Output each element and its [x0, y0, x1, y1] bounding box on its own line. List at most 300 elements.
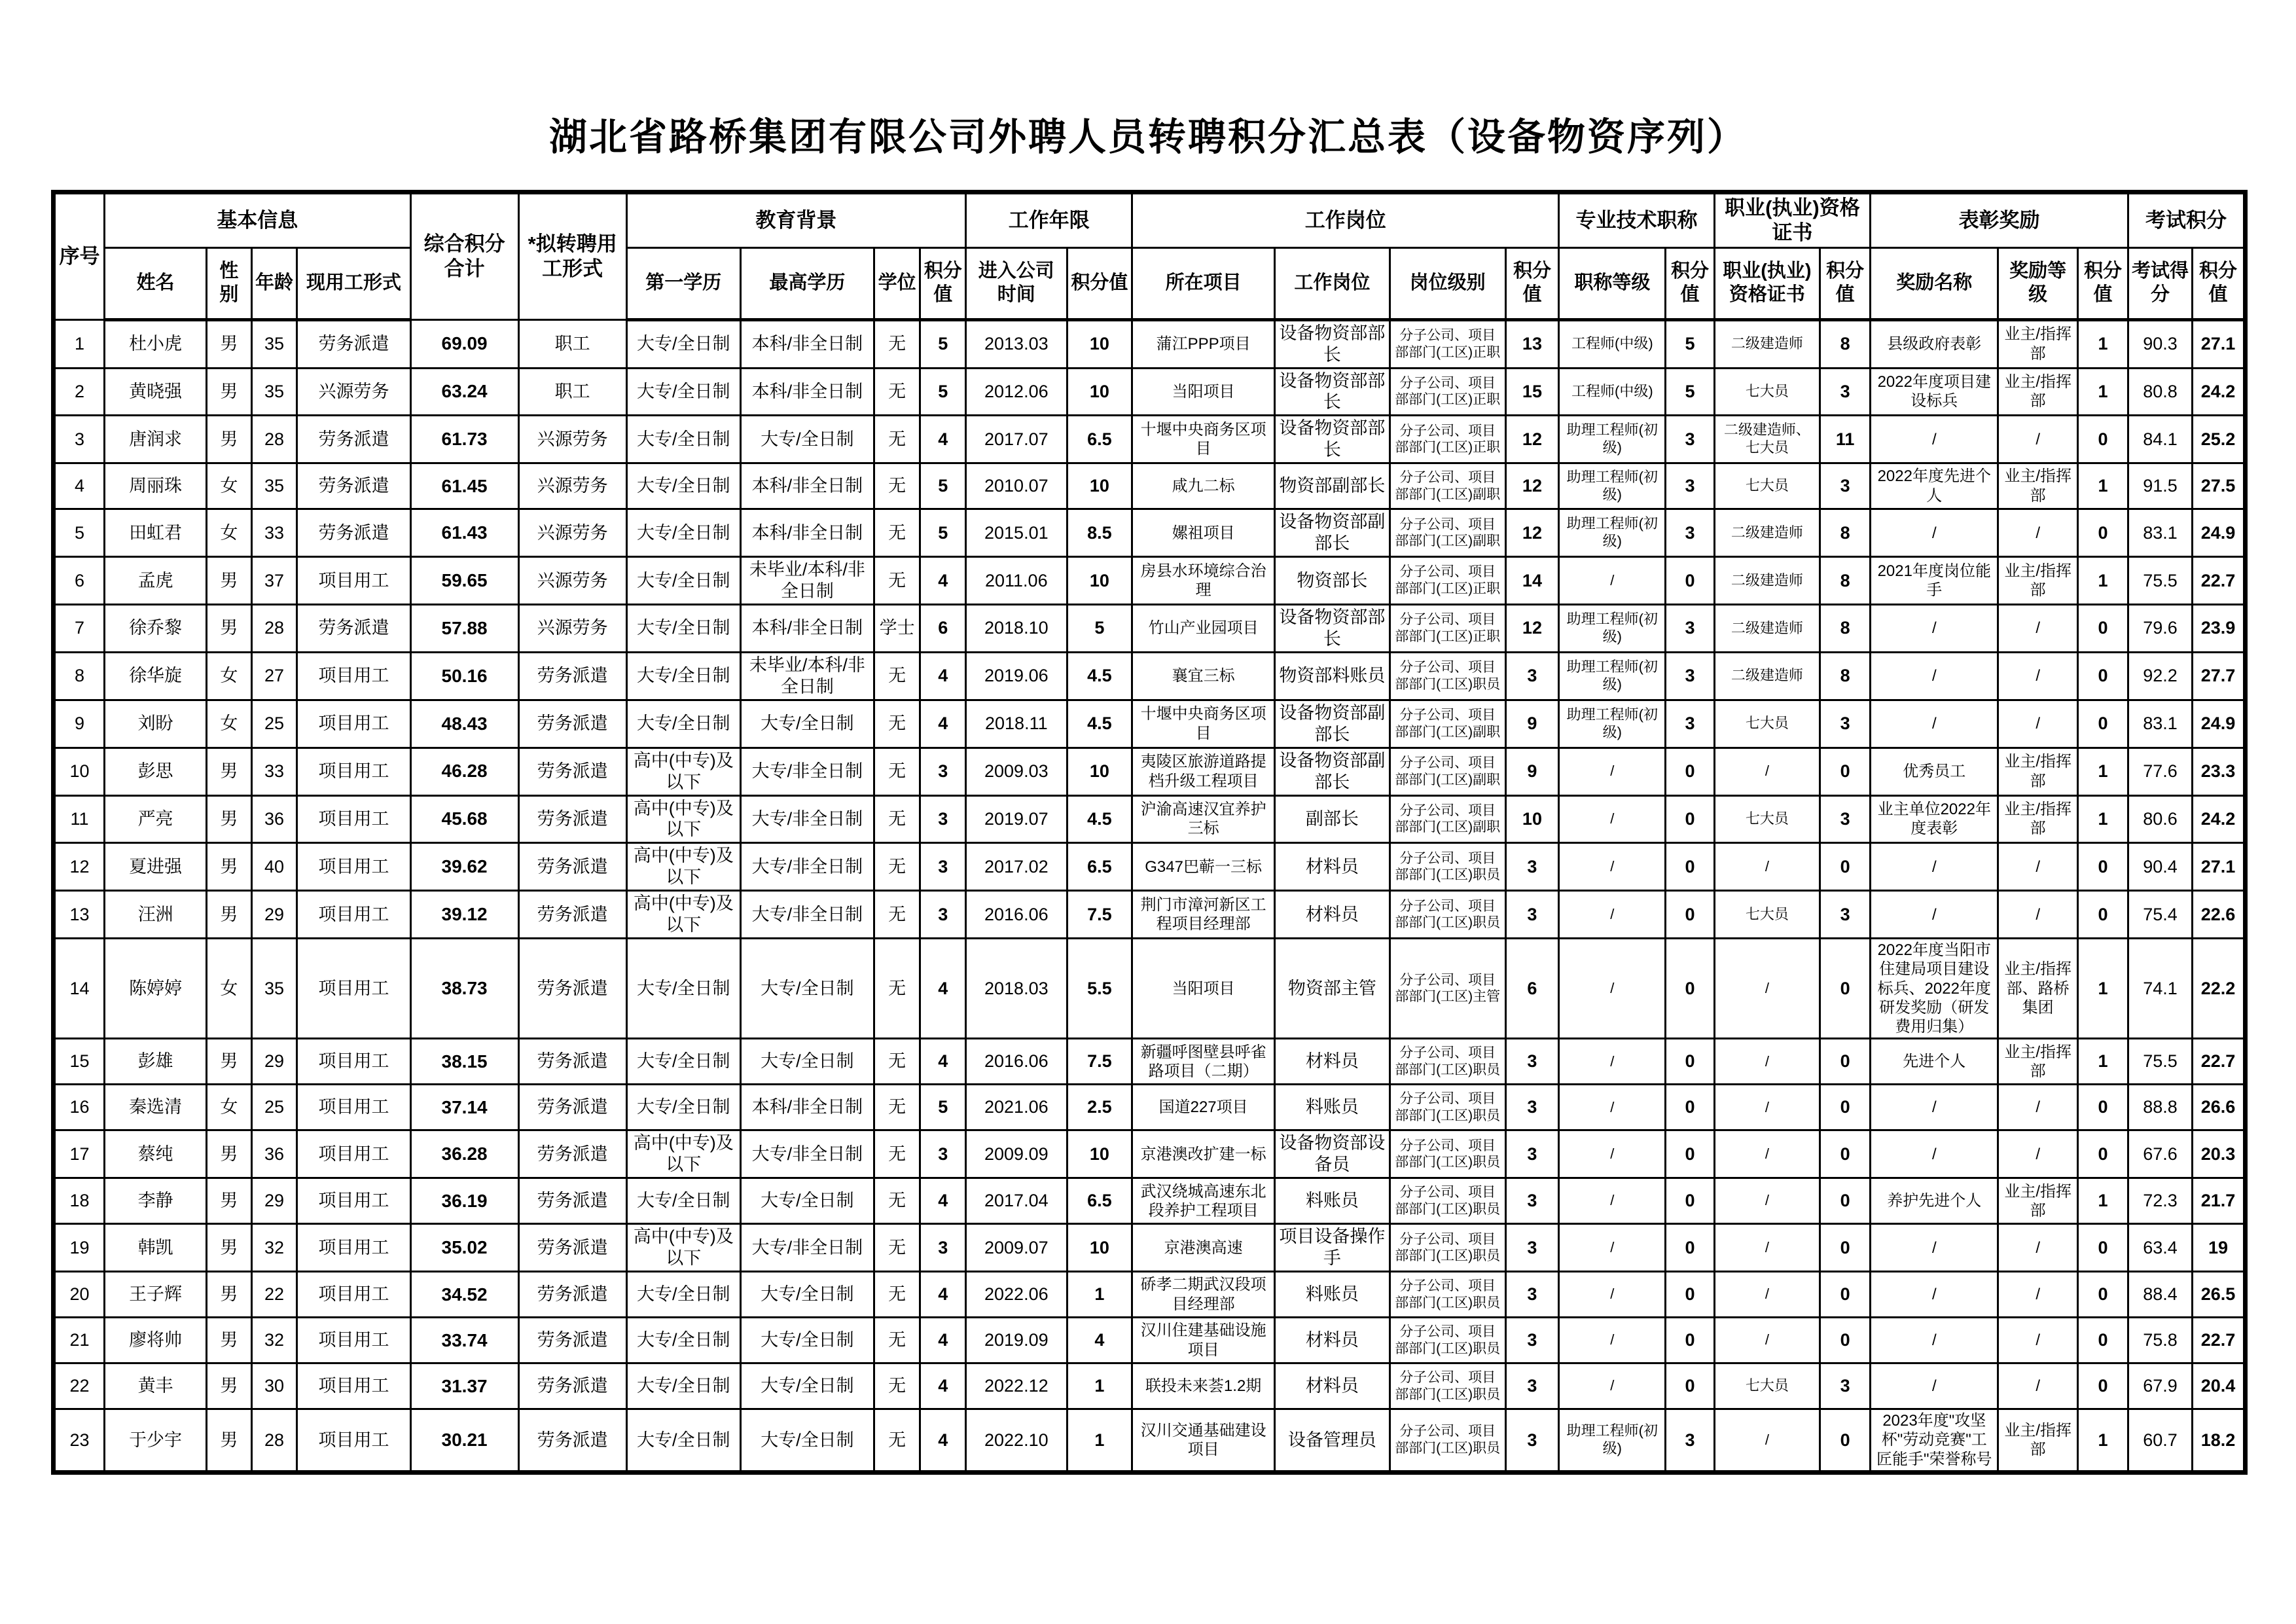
cell-title-level: /	[1559, 1039, 1666, 1085]
table-row	[54, 1130, 2246, 1178]
cell-years-score: 10	[1067, 368, 1132, 416]
cell-project: 京港澳改扩建一标	[1132, 1130, 1275, 1178]
cell-cert-score: 11	[1820, 416, 1871, 463]
cell-age: 28	[251, 416, 297, 463]
table-row	[54, 319, 2246, 368]
cell-exam-score: 79.6	[2128, 605, 2192, 653]
cell-years-score: 10	[1067, 1224, 1132, 1272]
cell-edu-score: 4	[920, 557, 966, 605]
cell-name: 严亮	[105, 795, 207, 843]
cell-title-level: 助理工程师(初级)	[1559, 509, 1666, 557]
cell-edu-score: 3	[920, 1224, 966, 1272]
group-header-work-years: 工作年限	[966, 192, 1132, 248]
cell-join-date: 2016.06	[966, 891, 1067, 939]
cell-join-date: 2022.10	[966, 1409, 1067, 1473]
cell-certificate: /	[1714, 1085, 1820, 1130]
cell-join-date: 2009.09	[966, 1130, 1067, 1178]
cell-name: 李静	[105, 1178, 207, 1224]
cell-proposed-form: 劳务派遣	[518, 843, 626, 891]
cell-proposed-form: 兴源劳务	[518, 557, 626, 605]
cell-proposed-form: 劳务派遣	[518, 1318, 626, 1363]
cell-award-name: /	[1871, 1363, 1998, 1409]
cell-years-score: 10	[1067, 319, 1132, 368]
cell-edu-score: 4	[920, 652, 966, 700]
cell-edu-score: 4	[920, 939, 966, 1039]
cell-highest-degree: 未毕业/本科/非全日制	[740, 652, 874, 700]
cell-first-degree: 大专/全日制	[626, 1178, 740, 1224]
cell-age: 32	[251, 1224, 297, 1272]
cell-post-level: 分子公司、项目部部门(工区)正职	[1390, 368, 1505, 416]
cell-age: 25	[251, 700, 297, 748]
table-row	[54, 1039, 2246, 1085]
cell-total-score: 38.15	[410, 1039, 518, 1085]
cell-gender: 男	[207, 1178, 252, 1224]
cell-degree: 无	[874, 748, 920, 795]
cell-post: 设备物资部部长	[1274, 319, 1390, 368]
cell-highest-degree: 大专/全日制	[740, 1178, 874, 1224]
cell-title-score: 0	[1666, 1130, 1714, 1178]
cell-post: 设备物资部部长	[1274, 368, 1390, 416]
cell-exam-score: 90.3	[2128, 319, 2192, 368]
cell-proposed-form: 劳务派遣	[518, 1409, 626, 1473]
cell-award-level: 业主/指挥部	[1998, 557, 2078, 605]
cell-gender: 男	[207, 1224, 252, 1272]
cell-gender: 女	[207, 509, 252, 557]
cell-certificate: /	[1714, 1224, 1820, 1272]
cell-post: 物资部副部长	[1274, 463, 1390, 509]
cell-name: 韩凯	[105, 1224, 207, 1272]
cell-award-level: 业主/指挥部	[1998, 463, 2078, 509]
cell-first-degree: 高中(中专)及以下	[626, 795, 740, 843]
cell-years-score: 4.5	[1067, 700, 1132, 748]
cell-highest-degree: 本科/非全日制	[740, 463, 874, 509]
cell-cert-score: 0	[1820, 1224, 1871, 1272]
cell-award-score: 1	[2077, 319, 2128, 368]
table-header	[54, 192, 2246, 320]
cell-proposed-form: 劳务派遣	[518, 1130, 626, 1178]
cell-years-score: 10	[1067, 1130, 1132, 1178]
cell-certificate: 七大员	[1714, 1363, 1820, 1409]
cell-join-date: 2018.10	[966, 605, 1067, 653]
cell-certificate: 二级建造师	[1714, 319, 1820, 368]
cell-project: 竹山产业园项目	[1132, 605, 1275, 653]
cell-certificate: 七大员	[1714, 368, 1820, 416]
header-group-row	[54, 192, 2246, 248]
cell-edu-score: 3	[920, 795, 966, 843]
col-header-post-level: 岗位级别	[1390, 247, 1505, 319]
cell-seq: 17	[54, 1130, 105, 1178]
cell-cert-score: 0	[1820, 939, 1871, 1039]
col-header-degree: 学位	[874, 247, 920, 319]
cell-total-score: 46.28	[410, 748, 518, 795]
cell-certificate: /	[1714, 748, 1820, 795]
cell-award-score: 0	[2077, 652, 2128, 700]
cell-award-name: 2022年度先进个人	[1871, 463, 1998, 509]
cell-total-score: 31.37	[410, 1363, 518, 1409]
cell-title-level: /	[1559, 1130, 1666, 1178]
table-row	[54, 1085, 2246, 1130]
cell-edu-score: 6	[920, 605, 966, 653]
cell-name: 唐润求	[105, 416, 207, 463]
cell-join-date: 2017.02	[966, 843, 1067, 891]
cell-current-form: 项目用工	[297, 652, 410, 700]
cell-name: 黄晓强	[105, 368, 207, 416]
cell-gender: 男	[207, 605, 252, 653]
cell-exam-points: 18.2	[2193, 1409, 2246, 1473]
cell-certificate: /	[1714, 843, 1820, 891]
cell-award-score: 0	[2077, 1272, 2128, 1318]
cell-title-level: 工程师(中级)	[1559, 368, 1666, 416]
cell-title-level: 助理工程师(初级)	[1559, 605, 1666, 653]
cell-title-score: 3	[1666, 652, 1714, 700]
cell-degree: 无	[874, 843, 920, 891]
cell-title-score: 3	[1666, 509, 1714, 557]
cell-first-degree: 大专/全日制	[626, 939, 740, 1039]
cell-award-name: /	[1871, 700, 1998, 748]
cell-current-form: 项目用工	[297, 1224, 410, 1272]
cell-first-degree: 大专/全日制	[626, 509, 740, 557]
table-row	[54, 1272, 2246, 1318]
cell-degree: 无	[874, 1318, 920, 1363]
cell-award-score: 1	[2077, 1409, 2128, 1473]
cell-title-level: /	[1559, 939, 1666, 1039]
cell-award-name: /	[1871, 1318, 1998, 1363]
col-header-post-score: 积分值	[1505, 247, 1559, 319]
cell-award-level: 业主/指挥部、路桥集团	[1998, 939, 2078, 1039]
cell-highest-degree: 本科/非全日制	[740, 509, 874, 557]
cell-age: 36	[251, 795, 297, 843]
cell-first-degree: 大专/全日制	[626, 1409, 740, 1473]
cell-join-date: 2016.06	[966, 1039, 1067, 1085]
cell-age: 35	[251, 939, 297, 1039]
cell-title-score: 3	[1666, 605, 1714, 653]
table-row	[54, 1318, 2246, 1363]
cell-total-score: 61.43	[410, 509, 518, 557]
col-header-gender: 性别	[207, 247, 252, 319]
cell-post-level: 分子公司、项目部部门(工区)职员	[1390, 652, 1505, 700]
cell-degree: 无	[874, 557, 920, 605]
cell-edu-score: 4	[920, 700, 966, 748]
cell-award-score: 0	[2077, 509, 2128, 557]
cell-years-score: 6.5	[1067, 416, 1132, 463]
cell-total-score: 57.88	[410, 605, 518, 653]
cell-total-score: 38.73	[410, 939, 518, 1039]
cell-proposed-form: 劳务派遣	[518, 700, 626, 748]
cell-post-level: 分子公司、项目部部门(工区)职员	[1390, 1272, 1505, 1318]
cell-exam-score: 67.6	[2128, 1130, 2192, 1178]
cell-post-score: 3	[1505, 1130, 1559, 1178]
cell-award-name: /	[1871, 1130, 1998, 1178]
cell-post: 物资部料账员	[1274, 652, 1390, 700]
cell-exam-points: 26.5	[2193, 1272, 2246, 1318]
cell-exam-score: 91.5	[2128, 463, 2192, 509]
cell-cert-score: 3	[1820, 700, 1871, 748]
cell-age: 35	[251, 463, 297, 509]
table-row	[54, 557, 2246, 605]
table-row	[54, 463, 2246, 509]
cell-join-date: 2011.06	[966, 557, 1067, 605]
cell-exam-score: 80.8	[2128, 368, 2192, 416]
cell-gender: 男	[207, 1272, 252, 1318]
cell-edu-score: 5	[920, 463, 966, 509]
cell-total-score: 45.68	[410, 795, 518, 843]
cell-cert-score: 8	[1820, 319, 1871, 368]
cell-proposed-form: 劳务派遣	[518, 1272, 626, 1318]
cell-post-score: 3	[1505, 1363, 1559, 1409]
cell-proposed-form: 职工	[518, 368, 626, 416]
cell-join-date: 2022.12	[966, 1363, 1067, 1409]
cell-project: G347巴蕲一三标	[1132, 843, 1275, 891]
cell-exam-points: 25.2	[2193, 416, 2246, 463]
cell-degree: 无	[874, 652, 920, 700]
cell-title-score: 0	[1666, 1085, 1714, 1130]
cell-title-score: 0	[1666, 939, 1714, 1039]
cell-gender: 男	[207, 1318, 252, 1363]
cell-award-name: 养护先进个人	[1871, 1178, 1998, 1224]
cell-current-form: 项目用工	[297, 700, 410, 748]
cell-seq: 6	[54, 557, 105, 605]
cell-proposed-form: 劳务派遣	[518, 1178, 626, 1224]
cell-award-name: /	[1871, 416, 1998, 463]
cell-degree: 无	[874, 1085, 920, 1130]
cell-award-name: 先进个人	[1871, 1039, 1998, 1085]
cell-post: 物资部长	[1274, 557, 1390, 605]
col-header-total-score: 综合积分合计	[410, 192, 518, 320]
cell-title-level: /	[1559, 1224, 1666, 1272]
cell-title-score: 0	[1666, 748, 1714, 795]
cell-award-name: 2022年度项目建设标兵	[1871, 368, 1998, 416]
cell-title-level: 助理工程师(初级)	[1559, 1409, 1666, 1473]
cell-years-score: 6.5	[1067, 843, 1132, 891]
cell-post-level: 分子公司、项目部部门(工区)副职	[1390, 700, 1505, 748]
cell-award-score: 0	[2077, 1224, 2128, 1272]
cell-post-level: 分子公司、项目部部门(工区)副职	[1390, 748, 1505, 795]
cell-post-level: 分子公司、项目部部门(工区)职员	[1390, 1318, 1505, 1363]
cell-post-score: 14	[1505, 557, 1559, 605]
cell-join-date: 2019.07	[966, 795, 1067, 843]
cell-post: 设备物资部副部长	[1274, 748, 1390, 795]
cell-award-score: 0	[2077, 843, 2128, 891]
cell-join-date: 2017.04	[966, 1178, 1067, 1224]
cell-title-level: /	[1559, 1272, 1666, 1318]
cell-name: 蔡纯	[105, 1130, 207, 1178]
cell-highest-degree: 本科/非全日制	[740, 605, 874, 653]
cell-award-level: 业主/指挥部	[1998, 795, 2078, 843]
cell-name: 徐乔黎	[105, 605, 207, 653]
cell-exam-points: 24.9	[2193, 509, 2246, 557]
cell-seq: 15	[54, 1039, 105, 1085]
cell-edu-score: 4	[920, 1318, 966, 1363]
cell-years-score: 10	[1067, 557, 1132, 605]
cell-project: 十堰中央商务区项目	[1132, 700, 1275, 748]
cell-award-level: /	[1998, 700, 2078, 748]
cell-award-level: 业主/指挥部	[1998, 1178, 2078, 1224]
col-header-edu-score: 积分值	[920, 247, 966, 319]
cell-post-score: 12	[1505, 605, 1559, 653]
cell-gender: 男	[207, 416, 252, 463]
cell-award-score: 0	[2077, 416, 2128, 463]
cell-post-score: 3	[1505, 891, 1559, 939]
cell-award-level: /	[1998, 1272, 2078, 1318]
cell-exam-score: 75.4	[2128, 891, 2192, 939]
cell-certificate: 七大员	[1714, 891, 1820, 939]
cell-seq: 12	[54, 843, 105, 891]
cell-project: 新疆呼图壁县呼雀路项目（二期）	[1132, 1039, 1275, 1085]
cell-cert-score: 8	[1820, 605, 1871, 653]
cell-age: 27	[251, 652, 297, 700]
cell-post-level: 分子公司、项目部部门(工区)正职	[1390, 416, 1505, 463]
cell-age: 36	[251, 1130, 297, 1178]
cell-post-level: 分子公司、项目部部门(工区)职员	[1390, 1409, 1505, 1473]
cell-degree: 无	[874, 1178, 920, 1224]
col-header-exam-score: 考试得分	[2128, 247, 2192, 319]
cell-cert-score: 0	[1820, 1085, 1871, 1130]
cell-gender: 男	[207, 1130, 252, 1178]
cell-age: 29	[251, 1039, 297, 1085]
cell-gender: 男	[207, 891, 252, 939]
cell-current-form: 劳务派遣	[297, 605, 410, 653]
cell-certificate: /	[1714, 1178, 1820, 1224]
cell-certificate: 二级建造师	[1714, 557, 1820, 605]
cell-award-score: 0	[2077, 1085, 2128, 1130]
cell-project: 联投未来荟1.2期	[1132, 1363, 1275, 1409]
cell-gender: 女	[207, 939, 252, 1039]
cell-first-degree: 高中(中专)及以下	[626, 843, 740, 891]
cell-gender: 男	[207, 368, 252, 416]
cell-post-level: 分子公司、项目部部门(工区)正职	[1390, 557, 1505, 605]
cell-certificate: /	[1714, 1039, 1820, 1085]
cell-current-form: 项目用工	[297, 1409, 410, 1473]
table-row	[54, 939, 2246, 1039]
cell-exam-score: 77.6	[2128, 748, 2192, 795]
cell-edu-score: 4	[920, 1363, 966, 1409]
cell-age: 33	[251, 509, 297, 557]
cell-exam-points: 21.7	[2193, 1178, 2246, 1224]
cell-degree: 无	[874, 1224, 920, 1272]
cell-award-level: /	[1998, 652, 2078, 700]
cell-cert-score: 3	[1820, 795, 1871, 843]
cell-award-level: /	[1998, 1363, 2078, 1409]
cell-highest-degree: 本科/非全日制	[740, 368, 874, 416]
cell-proposed-form: 劳务派遣	[518, 795, 626, 843]
cell-total-score: 35.02	[410, 1224, 518, 1272]
cell-first-degree: 大专/全日制	[626, 1085, 740, 1130]
cell-age: 40	[251, 843, 297, 891]
cell-exam-score: 83.1	[2128, 700, 2192, 748]
cell-seq: 14	[54, 939, 105, 1039]
cell-edu-score: 3	[920, 843, 966, 891]
cell-seq: 18	[54, 1178, 105, 1224]
cell-post: 材料员	[1274, 1039, 1390, 1085]
cell-degree: 无	[874, 368, 920, 416]
cell-edu-score: 4	[920, 1409, 966, 1473]
cell-project: 荆门市漳河新区工程项目经理部	[1132, 891, 1275, 939]
cell-age: 25	[251, 1085, 297, 1130]
cell-seq: 16	[54, 1085, 105, 1130]
cell-current-form: 项目用工	[297, 891, 410, 939]
table-row	[54, 605, 2246, 653]
cell-cert-score: 0	[1820, 748, 1871, 795]
cell-title-score: 3	[1666, 700, 1714, 748]
cell-proposed-form: 劳务派遣	[518, 1085, 626, 1130]
cell-highest-degree: 大专/全日制	[740, 939, 874, 1039]
cell-certificate: 二级建造师	[1714, 509, 1820, 557]
cell-first-degree: 大专/全日制	[626, 416, 740, 463]
cell-post-score: 3	[1505, 1318, 1559, 1363]
cell-total-score: 69.09	[410, 319, 518, 368]
cell-edu-score: 5	[920, 368, 966, 416]
cell-highest-degree: 本科/非全日制	[740, 319, 874, 368]
cell-award-name: /	[1871, 652, 1998, 700]
cell-award-level: /	[1998, 891, 2078, 939]
cell-post: 设备物资部部长	[1274, 416, 1390, 463]
cell-award-level: /	[1998, 1224, 2078, 1272]
cell-join-date: 2015.01	[966, 509, 1067, 557]
cell-current-form: 劳务派遣	[297, 463, 410, 509]
cell-degree: 无	[874, 416, 920, 463]
cell-post-level: 分子公司、项目部部门(工区)副职	[1390, 795, 1505, 843]
cell-certificate: 七大员	[1714, 463, 1820, 509]
cell-first-degree: 大专/全日制	[626, 1318, 740, 1363]
cell-seq: 7	[54, 605, 105, 653]
cell-first-degree: 大专/全日制	[626, 557, 740, 605]
cell-proposed-form: 兴源劳务	[518, 509, 626, 557]
cell-award-name: /	[1871, 1085, 1998, 1130]
cell-post-level: 分子公司、项目部部门(工区)职员	[1390, 1039, 1505, 1085]
cell-years-score: 7.5	[1067, 891, 1132, 939]
cell-post: 项目设备操作手	[1274, 1224, 1390, 1272]
cell-exam-score: 60.7	[2128, 1409, 2192, 1473]
cell-current-form: 项目用工	[297, 1272, 410, 1318]
cell-degree: 无	[874, 700, 920, 748]
cell-proposed-form: 劳务派遣	[518, 748, 626, 795]
cell-cert-score: 8	[1820, 509, 1871, 557]
cell-exam-score: 88.4	[2128, 1272, 2192, 1318]
cell-post: 设备物资部设备员	[1274, 1130, 1390, 1178]
cell-cert-score: 3	[1820, 1363, 1871, 1409]
cell-current-form: 劳务派遣	[297, 416, 410, 463]
cell-exam-points: 22.7	[2193, 1039, 2246, 1085]
cell-total-score: 63.24	[410, 368, 518, 416]
cell-title-level: 助理工程师(初级)	[1559, 463, 1666, 509]
cell-join-date: 2010.07	[966, 463, 1067, 509]
cell-award-level: 业主/指挥部	[1998, 319, 2078, 368]
cell-title-score: 3	[1666, 1409, 1714, 1473]
cell-award-score: 1	[2077, 463, 2128, 509]
cell-degree: 无	[874, 463, 920, 509]
cell-certificate: 七大员	[1714, 795, 1820, 843]
cell-first-degree: 大专/全日制	[626, 1363, 740, 1409]
cell-highest-degree: 大专/非全日制	[740, 748, 874, 795]
cell-first-degree: 高中(中专)及以下	[626, 1130, 740, 1178]
cell-first-degree: 大专/全日制	[626, 605, 740, 653]
table-row	[54, 368, 2246, 416]
cell-current-form: 项目用工	[297, 1085, 410, 1130]
cell-total-score: 39.62	[410, 843, 518, 891]
cell-post-score: 3	[1505, 1178, 1559, 1224]
cell-current-form: 劳务派遣	[297, 319, 410, 368]
cell-current-form: 项目用工	[297, 1318, 410, 1363]
cell-exam-score: 83.1	[2128, 509, 2192, 557]
cell-exam-points: 22.7	[2193, 1318, 2246, 1363]
header-sub-row	[54, 247, 2246, 319]
cell-highest-degree: 大专/全日制	[740, 416, 874, 463]
cell-award-level: /	[1998, 1318, 2078, 1363]
cell-post: 材料员	[1274, 1318, 1390, 1363]
cell-total-score: 36.28	[410, 1130, 518, 1178]
cell-total-score: 61.73	[410, 416, 518, 463]
cell-award-score: 0	[2077, 1318, 2128, 1363]
